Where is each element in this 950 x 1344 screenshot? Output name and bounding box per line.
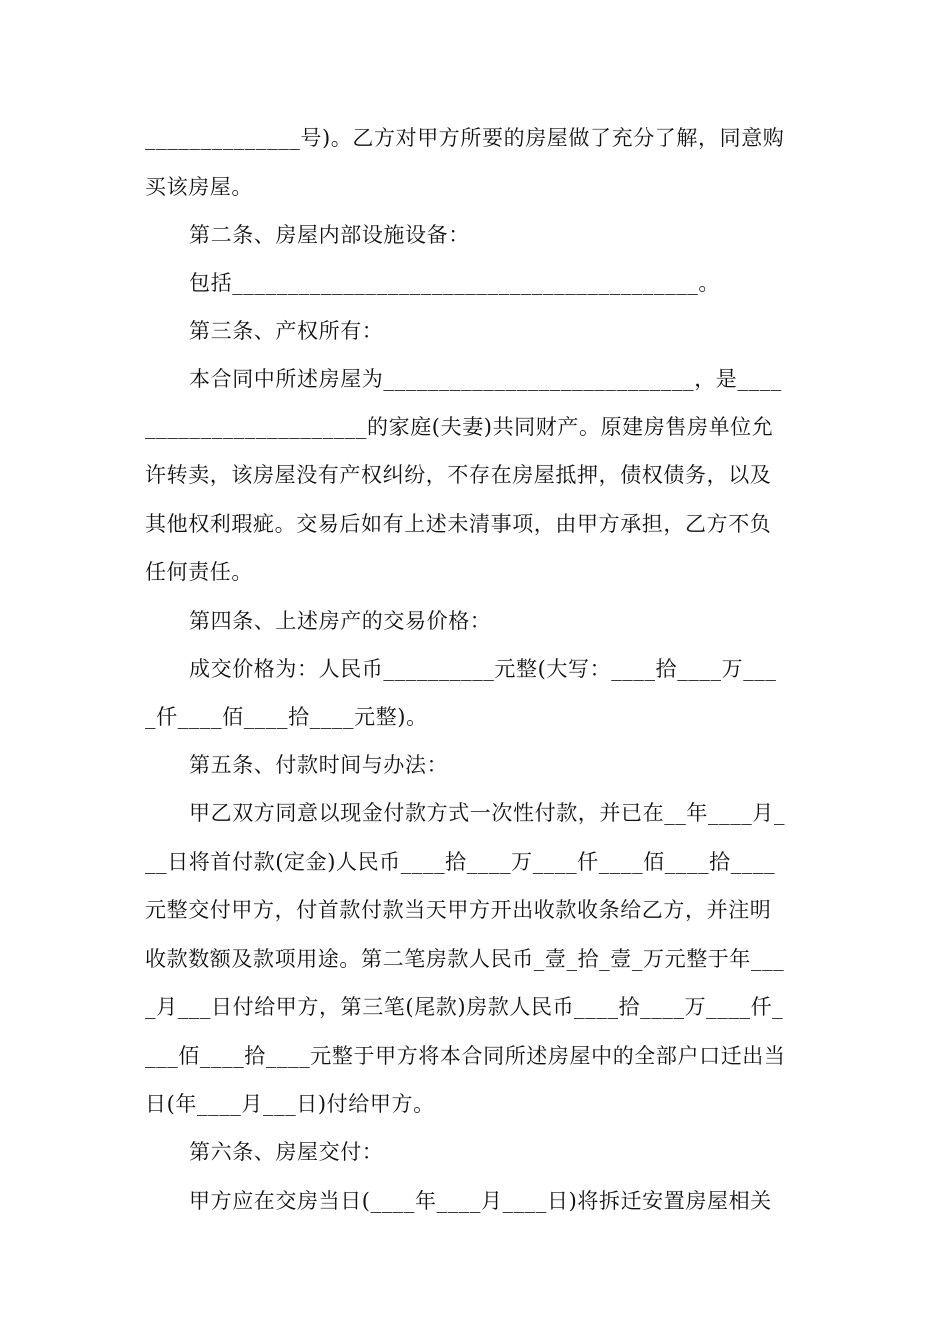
section-heading: 第四条、上述房产的交易价格： xyxy=(189,609,492,633)
text-line: 元整交付甲方，付首款付款当天甲方开出收款收条给乙方，并注明 xyxy=(145,898,772,922)
text-line: 本合同中所述房屋为____________________________，是____ xyxy=(189,367,782,391)
section-heading: 第三条、产权所有： xyxy=(189,319,384,343)
text-line: _仟____佰____拾____元整)。 xyxy=(145,705,428,729)
text-line: 其他权利瑕疵。交易后如有上述未清事项，由甲方承担，乙方不负 xyxy=(145,512,772,536)
text-line: 甲方应在交房当日(____年____月____日)将拆迁安置房屋相关 xyxy=(189,1189,772,1213)
text-line: 甲乙双方同意以现金付款方式一次性付款，并已在__年____月_ xyxy=(189,801,786,825)
text-line: __日将首付款(定金)人民币____拾____万____仟____佰____拾____ xyxy=(145,850,776,874)
section-heading: 第五条、付款时间与办法： xyxy=(189,753,449,777)
text-line: 成交价格为：人民币__________元整(大写：____拾____万___ xyxy=(189,657,777,681)
text-line: ______________号)。乙方对甲方所要的房屋做了充分了解，同意购 xyxy=(145,126,785,150)
section-heading: 第二条、房屋内部设施设备： xyxy=(189,223,470,247)
text-line: ____________________的家庭(夫妻)共同财产。原建房售房单位允 xyxy=(145,415,774,439)
section-heading: 第六条、房屋交付： xyxy=(189,1140,384,1164)
text-line: 日(年____月___日)付给甲方。 xyxy=(145,1092,435,1116)
text-line: 包括__________________________________________。 xyxy=(189,271,720,295)
text-line: _月___日付给甲方，第三笔(尾款)房款人民币____拾____万____仟_ xyxy=(145,995,784,1019)
text-line: 任何责任。 xyxy=(145,560,253,584)
text-line: 许转卖，该房屋没有产权纠纷，不存在房屋抵押，债权债务，以及 xyxy=(145,463,772,487)
text-line: ___佰____拾____元整于甲方将本合同所述房屋中的全部户口迁出当 xyxy=(145,1044,786,1068)
text-line: 收款数额及款项用途。第二笔房款人民币_壹_拾_壹_万元整于年___ xyxy=(145,947,785,971)
text-line: 买该房屋。 xyxy=(145,175,253,199)
